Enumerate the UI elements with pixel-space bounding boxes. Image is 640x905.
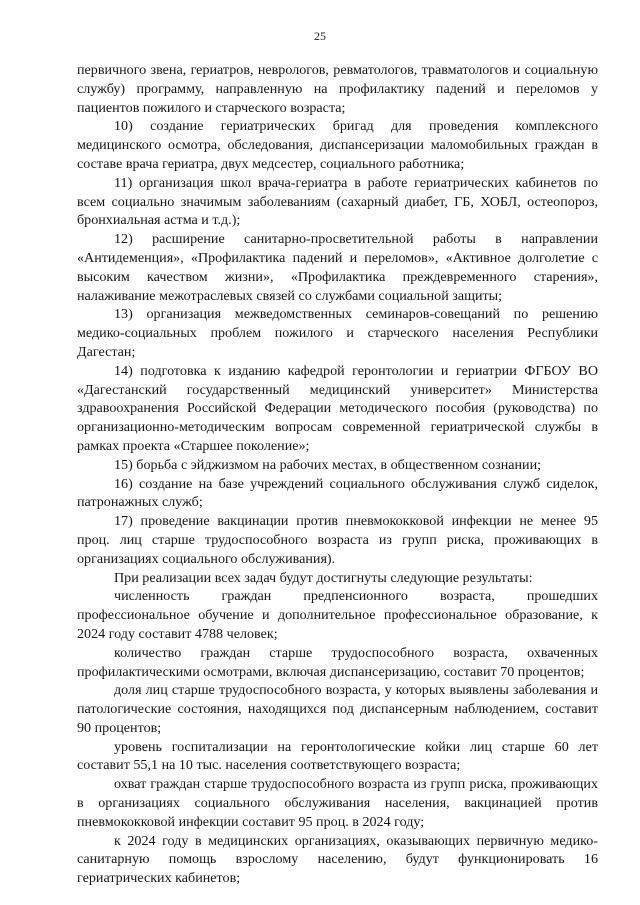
paragraph-results-intro: При реализации всех задач будут достигнуты следующие результаты: <box>114 569 533 586</box>
paragraph-item-17: 17) проведение вакцинации против пневмококковой инфекции не менее 95 проц. лиц старше трудоспособного возраста из групп риска, проживающих в организациях социального обслуживания). <box>77 513 598 567</box>
paragraph-program-continuation: первичного звена, гериатров, неврологов, ревматологов, травматологов и социальную службу) программу, направленную на профилактику падений и переломов у пациентов пожилого и старческого возраста; <box>77 62 598 116</box>
paragraph-result-dispensary-observation: доля лиц старше трудоспособного возраста, у которых выявлены заболевания и патологические состояния, находящихся под диспансерным наблюдением, составит 90 процентов; <box>77 682 598 736</box>
page-number: 25 <box>314 29 326 43</box>
paragraph-item-15: 15) борьба с эйджизмом на рабочих местах, в общественном сознании; <box>114 456 542 473</box>
paragraph-item-13: 13) организация межведомственных семинаров-совещаний по решению медико-социальных проблем пожилого и старческого населения Республики Дагестан; <box>77 306 598 360</box>
paragraph-result-preventive-exams: количество граждан старше трудоспособного возраста, охваченных профилактическими осмотрами, включая диспансеризацию, составит 70 процентов; <box>77 644 598 680</box>
paragraph-result-hospitalization-rate: уровень госпитализации на геронтологические койки лиц старше 60 лет составит 55,1 на 10 тыс. населения соответствующего возраста; <box>77 738 598 774</box>
paragraph-item-12: 12) расширение санитарно-просветительной работы в направлении «Антидеменция», «Профилактика падений и переломов», «Активное долголетие с высоким качеством жизни», «Профилактика преждевременного старения», налаживание межотраслевых связей со службами социальной защиты; <box>77 231 598 304</box>
paragraph-item-10: 10) создание гериатрических бригад для проведения комплексного медицинского осмотра, обследования, диспансеризации маломобильных граждан в составе врача гериатра, двух медсестер, социального работника; <box>77 118 598 172</box>
document-body <box>77 61 598 888</box>
paragraph-item-14: 14) подготовка к изданию кафедрой геронтологии и гериатрии ФГБОУ ВО «Дагестанский государственный медицинский университет» Министерства здравоохранения Российской Федерации методического пособия (руководства) по организационно-методическим вопросам современной гериатрической службы в рамках проекта «Старшее поколение»; <box>77 362 598 454</box>
paragraph-item-16: 16) создание на базе учреждений социального обслуживания служб сиделок, патронажных служб; <box>77 475 598 511</box>
paragraph-item-11: 11) организация школ врача-гериатра в работе гериатрических кабинетов по всем социально значимым заболеваниям (сахарный диабет, ГБ, ХОБЛ, остеопороз, бронхиальная астма и т.д.); <box>77 174 598 229</box>
paragraph-result-geriatric-offices: к 2024 году в медицинских организациях, оказывающих первичную медико-санитарную помощь взрослому населению, будут функционировать 16 гериатрических кабинетов; <box>77 832 598 887</box>
paragraph-result-preretirement-training: численность граждан предпенсионного возраста, прошедших профессиональное обучение и дополнительное профессиональное образование, к 2024 году составит 4788 человек; <box>77 588 598 642</box>
paragraph-result-vaccination-coverage: охват граждан старше трудоспособного возраста из групп риска, проживающих в организациях социального обслуживания населения, вакцинацией против пневмококковой инфекции составит 95 проц. в 2024 году; <box>77 776 598 830</box>
